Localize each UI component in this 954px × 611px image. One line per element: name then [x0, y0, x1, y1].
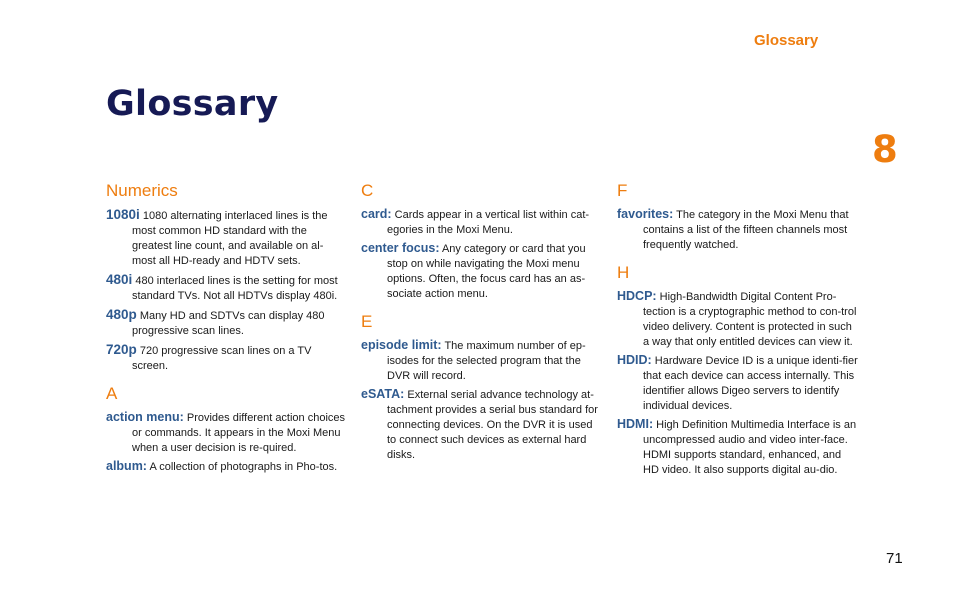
glossary-definition: Cards appear in a vertical list within cat-egories in the Moxi Menu.	[387, 209, 590, 236]
glossary-term: episode limit:	[361, 338, 442, 352]
glossary-entry	[617, 289, 860, 350]
glossary-entry	[617, 417, 860, 478]
glossary-term: favorites:	[617, 207, 674, 221]
glossary-definition: High-Bandwidth Digital Content Pro-tection is a cryptographic method to con-trol video delivery. Content is protected in such a way that only entitled devices can view it.	[643, 291, 857, 348]
glossary-definition: 1080 alternating interlaced lines is the most common HD standard with the greatest line count, and available on al-most all HD-ready and HDTV sets.	[132, 210, 328, 267]
glossary-section	[106, 180, 346, 374]
glossary-definition: 720 progressive scan lines on a TV screen.	[132, 345, 312, 372]
glossary-term: eSATA:	[361, 387, 405, 401]
glossary-column-2	[361, 180, 604, 466]
glossary-definition: The maximum number of ep-isodes for the selected program that the DVR will record.	[387, 340, 586, 382]
glossary-term: 480p	[106, 307, 137, 322]
glossary-term: HDID:	[617, 353, 652, 367]
glossary-entry	[617, 353, 860, 414]
glossary-entry	[361, 241, 604, 302]
glossary-definition: Many HD and SDTVs can display 480 progressive scan lines.	[132, 310, 325, 337]
section-heading: F	[617, 181, 628, 200]
glossary-entry	[361, 338, 604, 384]
glossary-term: HDMI:	[617, 417, 654, 431]
glossary-entry	[617, 207, 860, 253]
glossary-entry	[361, 387, 604, 463]
glossary-column-3	[617, 180, 860, 481]
section-heading: Numerics	[106, 181, 178, 200]
glossary-definition: Any category or card that you stop on while navigating the Moxi menu options. Often, the focus card has an as-sociate action menu.	[387, 243, 586, 300]
glossary-entry	[106, 307, 346, 339]
glossary-section	[361, 311, 604, 463]
glossary-section	[361, 180, 604, 302]
glossary-term: 1080i	[106, 207, 140, 222]
page-title: Glossary	[106, 84, 279, 124]
section-heading: E	[361, 312, 373, 331]
glossary-column-1	[106, 180, 346, 478]
glossary-definition: 480 interlaced lines is the setting for most standard TVs. Not all HDTVs display 480i.	[132, 275, 338, 302]
page-number: 71	[886, 550, 903, 567]
glossary-definition: High Definition Multimedia Interface is an uncompressed audio and video inter-face. HDMI supports standard, enhanced, and HD video. It also supports digital au-dio.	[643, 419, 857, 476]
glossary-term: HDCP:	[617, 289, 657, 303]
glossary-term: album:	[106, 459, 147, 473]
glossary-term: 720p	[106, 342, 137, 357]
glossary-definition: The category in the Moxi Menu that contains a list of the fifteen channels most frequently watched.	[643, 209, 849, 251]
glossary-definition: External serial advance technology at-tachment provides a serial bus standard for connecting devices. On the DVR it is used to connect such devices as external hard disks.	[387, 389, 598, 461]
glossary-section	[617, 180, 860, 253]
glossary-entry	[361, 207, 604, 238]
glossary-entry	[106, 410, 346, 456]
glossary-entry	[106, 207, 346, 269]
glossary-term: card:	[361, 207, 392, 221]
glossary-section	[106, 383, 346, 475]
glossary-definition: Hardware Device ID is a unique identi-fier that each device can access internally. This identifier allows Digeo servers to identify individual devices.	[643, 355, 858, 412]
glossary-definition: A collection of photographs in Pho-tos.	[149, 461, 338, 473]
glossary-section	[617, 262, 860, 478]
section-heading: A	[106, 384, 118, 403]
glossary-definition: Provides different action choices or commands. It appears in the Moxi Menu when a user decision is re-quired.	[132, 412, 346, 454]
glossary-entry	[106, 459, 346, 475]
glossary-entry	[106, 272, 346, 304]
glossary-term: center focus:	[361, 241, 440, 255]
glossary-term: 480i	[106, 272, 133, 287]
section-heading: C	[361, 181, 374, 200]
glossary-entry	[106, 342, 346, 374]
running-header-title: Glossary	[754, 32, 819, 49]
glossary-term: action menu:	[106, 410, 184, 424]
chapter-number: 8	[872, 128, 898, 171]
section-heading: H	[617, 263, 630, 282]
